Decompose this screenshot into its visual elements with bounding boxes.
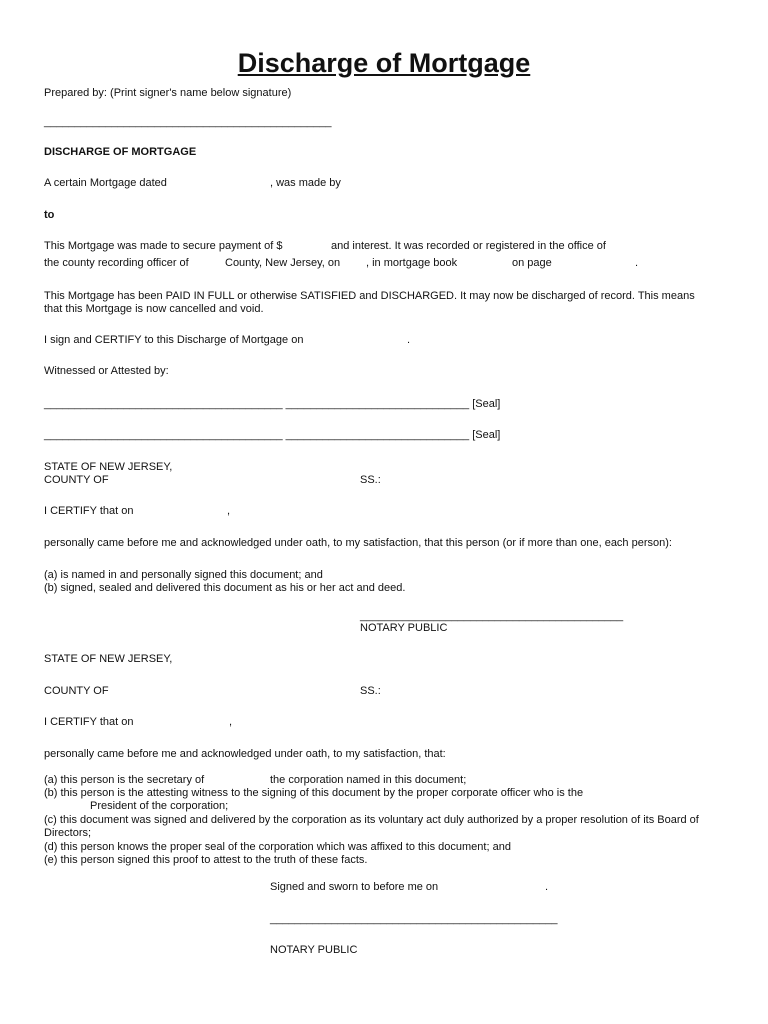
comma-mark: , [227, 505, 231, 517]
county-officer-text: the county recording officer of [44, 257, 189, 269]
paid-in-full-line-2: that this Mortgage is now cancelled and void. [44, 303, 264, 315]
item-c-2-continued: Directors; [44, 827, 92, 839]
paid-in-full-line-1: This Mortgage has been PAID IN FULL or otherwise SATISFIED and DISCHARGED. It may now be discharged of record. This means [44, 290, 695, 302]
and-interest-text: and interest. It was recorded or registered in the office of [331, 240, 606, 252]
certify-discharge-text: I sign and CERTIFY to this Discharge of Mortgage on [44, 334, 304, 346]
item-e-2: (e) this person signed this proof to attest to the truth of these facts. [44, 854, 368, 866]
prepared-by-label: Prepared by: (Print signer's name below signature) [44, 87, 292, 99]
to-label: to [44, 209, 55, 221]
item-d-2: (d) this person knows the proper seal of the corporation which was affixed to this document; and [44, 841, 511, 853]
preparer-signature-line: _______________________________________________ [44, 116, 332, 128]
period-mark: . [635, 257, 639, 269]
on-page-text: on page [512, 257, 552, 269]
item-b-1: (b) signed, sealed and delivered this document as his or her act and deed. [44, 582, 406, 594]
county-of-label-1: COUNTY OF [44, 474, 109, 486]
comma-mark: , [229, 716, 233, 728]
notary-signature-line-2: _______________________________________________ [270, 913, 558, 925]
county-nj-text: County, New Jersey, on [225, 257, 341, 269]
item-a-2-continued: the corporation named in this document; [270, 774, 467, 786]
period-mark: . [407, 334, 411, 346]
state-label-2: STATE OF NEW JERSEY, [44, 653, 173, 665]
i-certify-text-1: I CERTIFY that on [44, 505, 134, 517]
notary-public-label-2: NOTARY PUBLIC [270, 944, 358, 956]
mortgage-book-text: , in mortgage book [366, 257, 458, 269]
acknowledged-text-1: personally came before me and acknowledged under oath, to my satisfaction, that this person (or if more than one, each person): [44, 537, 672, 549]
i-certify-text-2: I CERTIFY that on [44, 716, 134, 728]
section-heading: DISCHARGE OF MORTGAGE [44, 146, 197, 158]
signed-sworn-text: Signed and sworn to before me on [270, 881, 439, 893]
county-of-label-2: COUNTY OF [44, 685, 109, 697]
notary-signature-line-1: ___________________________________________ [360, 610, 624, 622]
item-a-2: (a) this person is the secretary of [44, 774, 205, 786]
acknowledged-text-2: personally came before me and acknowledged under oath, to my satisfaction, that: [44, 748, 446, 760]
was-made-by-text: , was made by [270, 177, 341, 189]
ss-label-2: SS.: [360, 685, 381, 697]
notary-public-label-1: NOTARY PUBLIC [360, 622, 448, 634]
item-a-1: (a) is named in and personally signed this document; and [44, 569, 323, 581]
item-b-2: (b) this person is the attesting witness to the signing of this document by the proper corporate officer who is the [44, 787, 584, 799]
witness-signature-line-1: _______________________________________ ______________________________ [Seal] [44, 398, 501, 410]
item-b-2-continued: President of the corporation; [90, 800, 229, 812]
secure-payment-text: This Mortgage was made to secure payment of $ [44, 240, 283, 252]
witness-signature-line-2: _______________________________________ ______________________________ [Seal] [44, 429, 501, 441]
document-title: Discharge of Mortgage [237, 48, 531, 78]
period-mark: . [545, 881, 549, 893]
item-c-2: (c) this document was signed and delivered by the corporation as its voluntary act duly authorized by a proper resolution of its Board of [44, 814, 699, 826]
mortgage-dated-text: A certain Mortgage dated [44, 177, 167, 189]
ss-label-1: SS.: [360, 474, 381, 486]
witnessed-label: Witnessed or Attested by: [44, 365, 169, 377]
state-label-1: STATE OF NEW JERSEY, [44, 461, 173, 473]
